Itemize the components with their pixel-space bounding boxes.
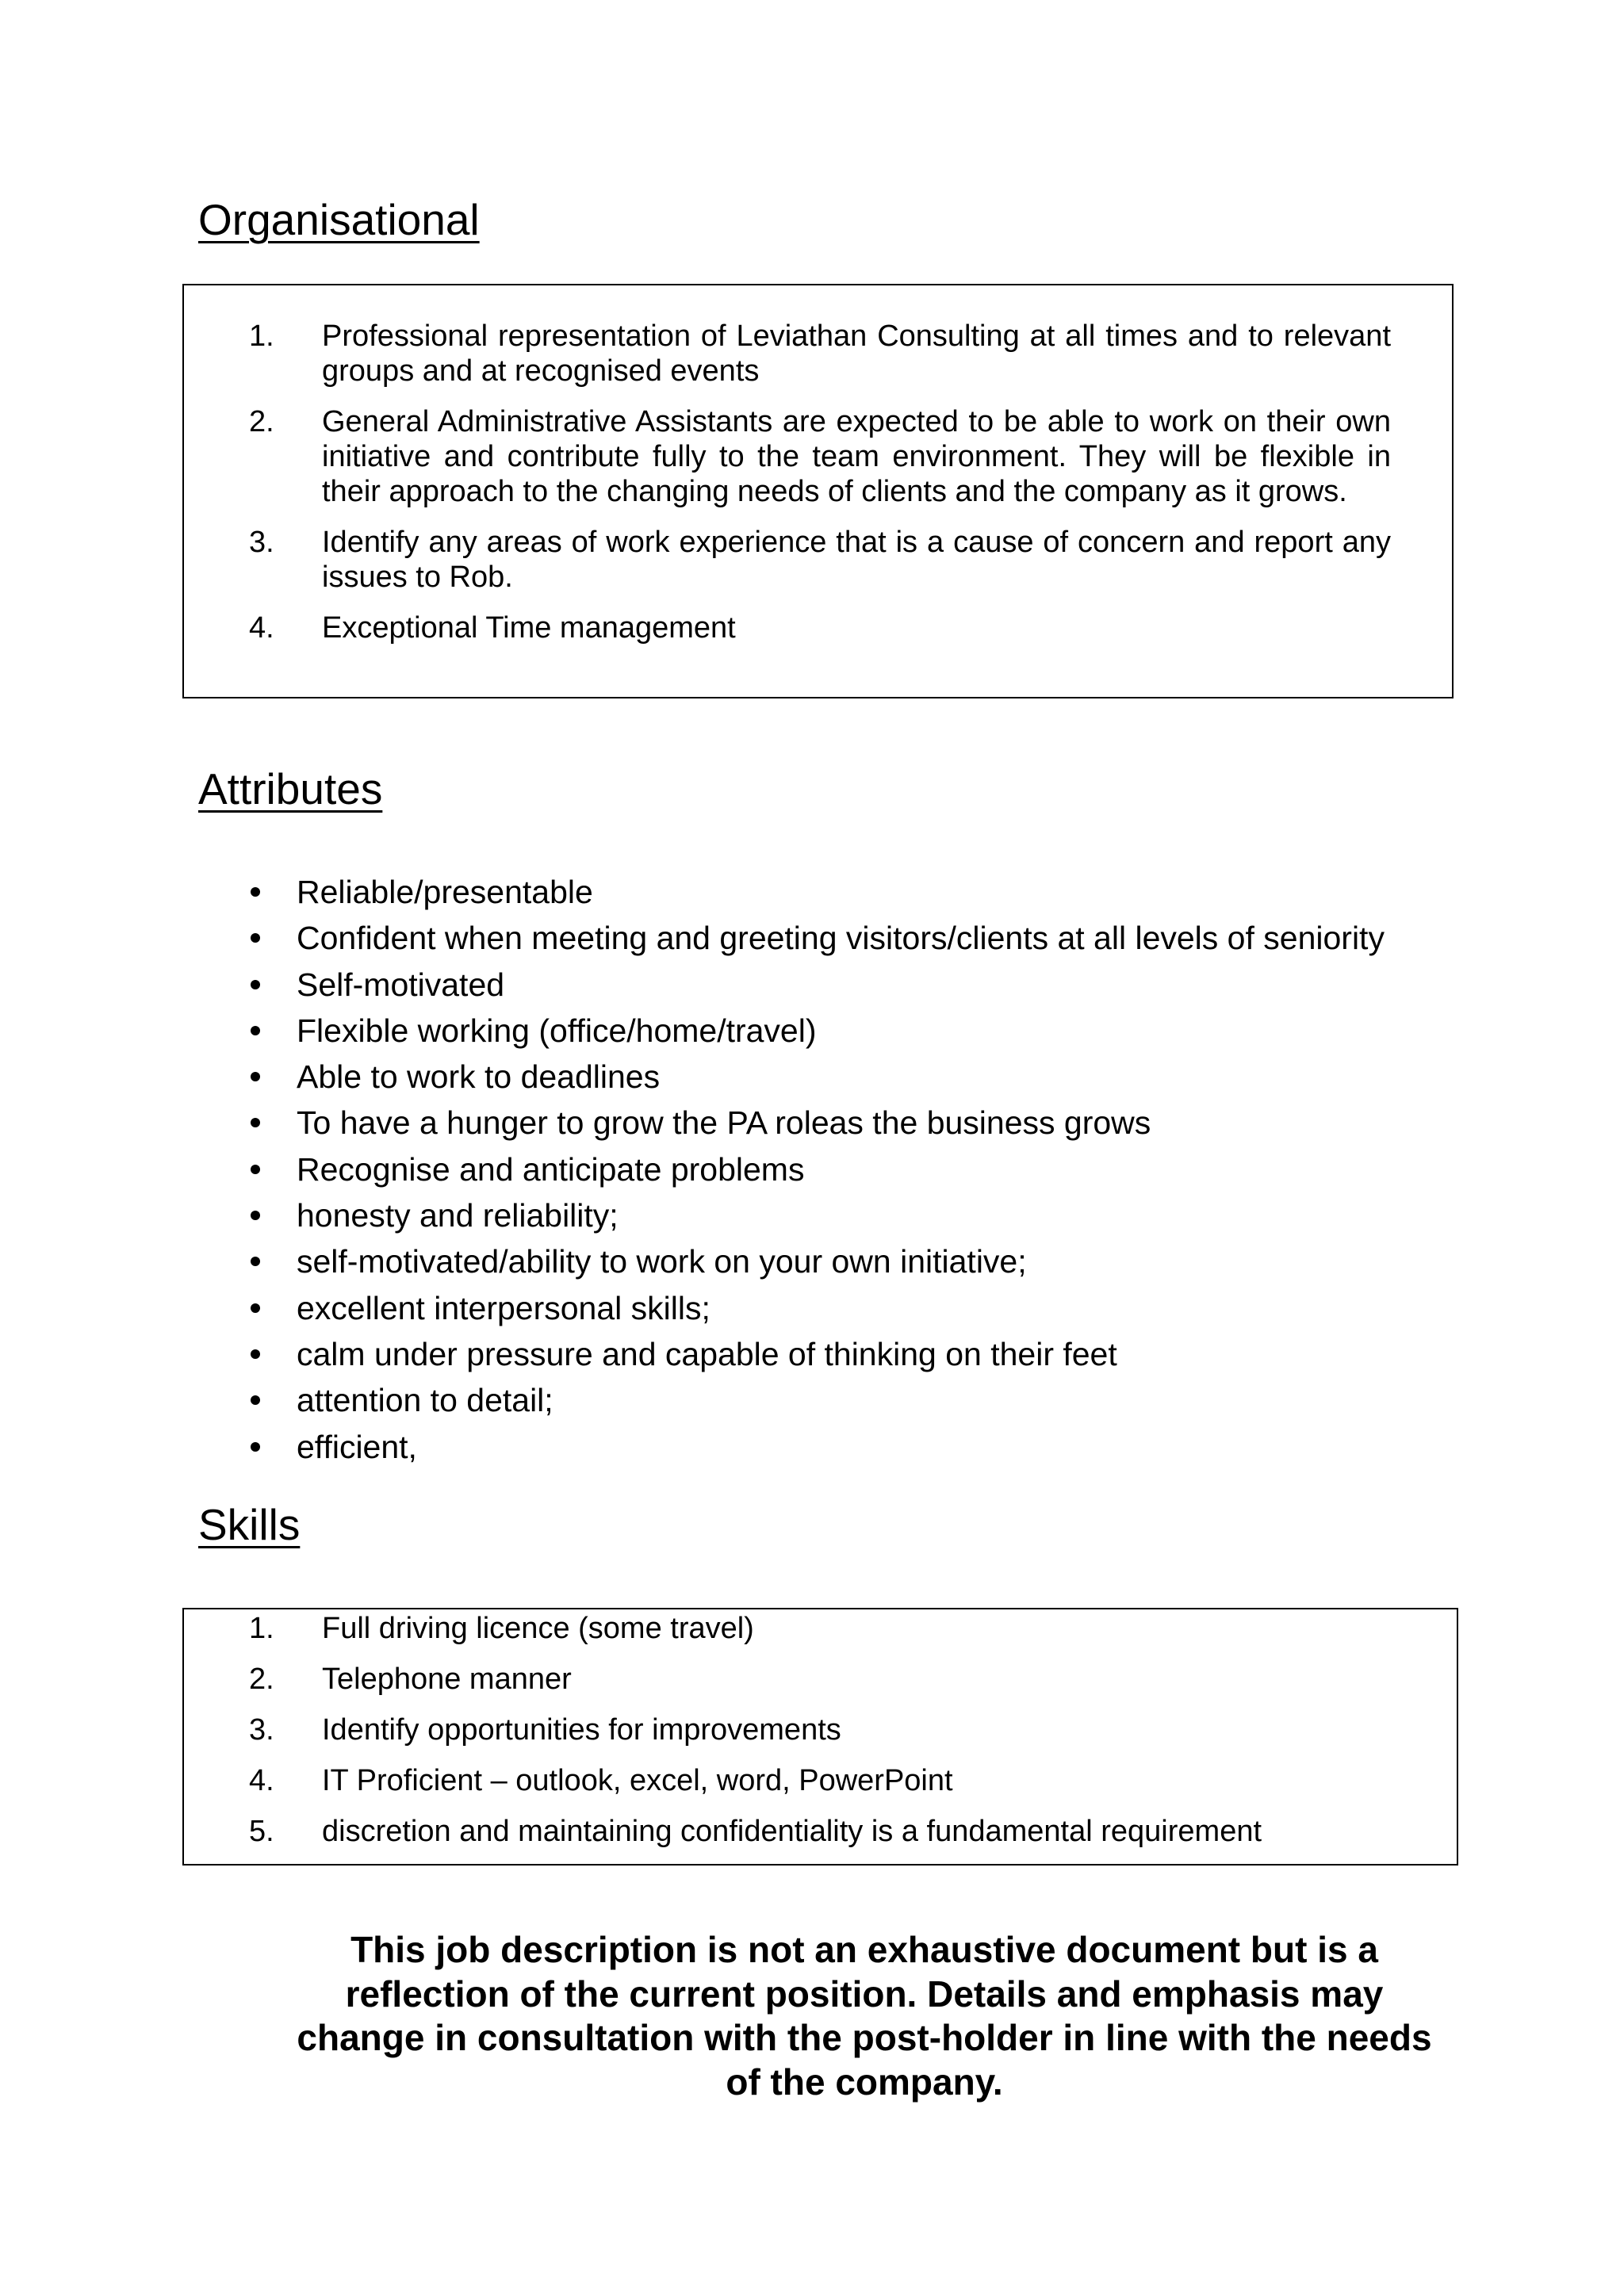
bullet-icon	[251, 1026, 260, 1035]
bullet-icon	[251, 1118, 260, 1127]
attribute-item	[247, 1008, 1453, 1054]
bullet-icon	[251, 933, 260, 943]
item-text: Full driving licence (some travel)	[322, 1612, 754, 1645]
skill-item	[249, 1662, 1391, 1697]
item-number: 3.	[249, 526, 274, 559]
organisational-item	[249, 525, 1391, 595]
organisational-item	[249, 404, 1391, 509]
skill-item	[249, 1712, 1391, 1747]
attribute-item	[247, 1146, 1453, 1192]
attribute-text: Able to work to deadlines	[297, 1058, 661, 1096]
bullet-icon	[251, 1257, 260, 1266]
bullet-icon	[251, 980, 260, 989]
item-number: 2.	[249, 405, 274, 438]
bullet-icon	[251, 887, 260, 897]
skill-item	[249, 1611, 1391, 1646]
item-number: 5.	[249, 1815, 274, 1848]
attributes-list	[247, 869, 1453, 1470]
attribute-text: Recognise and anticipate problems	[297, 1150, 805, 1188]
item-text: Exceptional Time management	[322, 611, 736, 645]
item-text: General Administrative Assistants are expected to be able to work on their own initiative and contribute fully to the team environment. They will be flexible in their approach to the changing needs of clients and the company as it grows.	[322, 405, 1391, 508]
item-text: IT Proficient – outlook, excel, word, PowerPoint	[322, 1764, 953, 1797]
attribute-item	[247, 1331, 1453, 1377]
item-text: Professional representation of Leviathan Consulting at all times and to relevant groups and at recognised events	[322, 320, 1391, 388]
disclaimer-text: This job description is not an exhaustive document but is a reflection of the current position. Details and emphasis may change in consultation with the post-holder in line with the needs of the company.	[297, 1929, 1432, 2103]
item-text: Identify opportunities for improvements	[322, 1713, 841, 1747]
attribute-text: self-motivated/ability to work on your own initiative;	[297, 1243, 1027, 1280]
organisational-item	[249, 319, 1391, 388]
attribute-item	[247, 869, 1453, 915]
organisational-box	[182, 284, 1454, 698]
attribute-text: honesty and reliability;	[297, 1197, 619, 1234]
bullet-icon	[251, 1072, 260, 1081]
attribute-text: calm under pressure and capable of thinking on their feet	[297, 1335, 1117, 1372]
item-number: 1.	[249, 1612, 274, 1645]
organisational-item	[249, 610, 1391, 645]
attribute-text: efficient,	[297, 1428, 417, 1465]
attribute-text: Reliable/presentable	[297, 874, 593, 910]
item-number: 4.	[249, 1764, 274, 1797]
attribute-item	[247, 1424, 1453, 1470]
bullet-icon	[251, 1165, 260, 1174]
item-number: 2.	[249, 1663, 274, 1696]
item-text: Telephone manner	[322, 1663, 572, 1696]
attributes-heading: Attributes	[198, 764, 383, 813]
attribute-item	[247, 1285, 1453, 1331]
bullet-icon	[251, 1303, 260, 1313]
bullet-icon	[251, 1442, 260, 1452]
attribute-text: To have a hunger to grow the PA roleas the business grows	[297, 1104, 1151, 1142]
attribute-item	[247, 915, 1453, 961]
attribute-item	[247, 1238, 1453, 1284]
skill-item	[249, 1763, 1391, 1798]
item-number: 4.	[249, 611, 274, 645]
attribute-item	[247, 1100, 1453, 1146]
organisational-list	[249, 319, 1391, 661]
bullet-icon	[251, 1349, 260, 1359]
attribute-text: excellent interpersonal skills;	[297, 1289, 710, 1326]
item-text: discretion and maintaining confidentiality is a fundamental requirement	[322, 1815, 1262, 1848]
skills-list	[249, 1611, 1391, 1865]
bullet-icon	[251, 1395, 260, 1405]
organisational-heading: Organisational	[198, 195, 480, 244]
attribute-text: Confident when meeting and greeting visitors/clients at all levels of seniority	[297, 920, 1385, 957]
attribute-item	[247, 1054, 1453, 1100]
item-text: Identify any areas of work experience that is a cause of concern and report any issues to Rob.	[322, 526, 1391, 594]
skills-heading: Skills	[198, 1500, 301, 1549]
skills-box	[182, 1608, 1458, 1866]
skill-item	[249, 1814, 1391, 1849]
item-number: 1.	[249, 320, 274, 353]
attribute-item	[247, 962, 1453, 1008]
item-number: 3.	[249, 1713, 274, 1747]
attribute-item	[247, 1377, 1453, 1423]
attribute-text: Flexible working (office/home/travel)	[297, 1012, 817, 1049]
bullet-icon	[251, 1211, 260, 1220]
attribute-text: attention to detail;	[297, 1382, 553, 1419]
attribute-item	[247, 1192, 1453, 1238]
attribute-text: Self-motivated	[297, 966, 505, 1003]
